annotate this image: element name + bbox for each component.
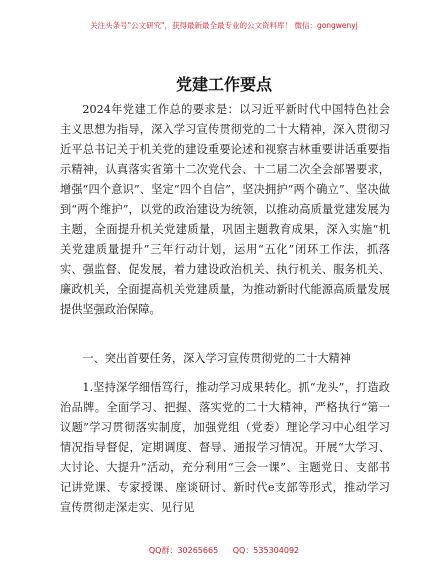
intro-paragraph: 2024年党建工作总的要求是：以习近平新时代中国特色社会主义思想为指导，深入学习宣传贯彻党的二十大精神，深入贯彻习近平总书记关于机关党的建设重要论述和视察吉林重要讲话重要指示精神，认真落实省第十二次党代会、十二届二次全会部署要求，增强“四个意识”、坚定“四个自信”，坚决拥护“两个确立”、坚决做到“两个维护”，以党的政治建设为统领，以推动高质量党建发展为主题，全面提升机关党建质量，巩固主题教育成果，深入实施“机关党建质量提升”三年行动计划，运用“五化”闭环工作法，抓落实、强监督、促发展，着力建设政治机关、执行机关、服务机关、廉政机关，全面提高机关党建质量，为推动新时代能源高质量发展提供坚强政治保障。 xyxy=(60,103,390,316)
footer-contact xyxy=(0,545,448,556)
document-title: 党建工作要点 xyxy=(175,75,272,94)
footer-qq-group: QQ群：30265665 xyxy=(148,546,219,555)
section-1-block xyxy=(60,378,390,518)
intro-block xyxy=(60,100,390,320)
section-1-paragraph: 1.坚持深学细悟笃行，推动学习成果转化。抓“龙头”，打造政治品牌。全面学习、把握、落实党的二十大精神，严格执行“第一议题”学习贯彻落实制度，加强党组（党委）理论学习中心组学习情况指导督促，定期调度、督导、通报学习情况。开展“大学习、大讨论、大提升”活动，充分利用“三会一课”、主题党日、支部书记讲党课、专家授课、座谈研讨、新时代e支部等形式，推动学习宣传贯彻走深走实、见行见 xyxy=(60,381,390,514)
header-promo-note: 关注头条号"公文研究"，获得最新最全最专业的公文资料库！ 微信：gongwenyj xyxy=(90,21,358,30)
footer-qq: QQ：535304092 xyxy=(232,546,300,555)
section-1-heading: 一、突出首要任务，深入学习宣传贯彻党的二十大精神 xyxy=(82,352,351,365)
